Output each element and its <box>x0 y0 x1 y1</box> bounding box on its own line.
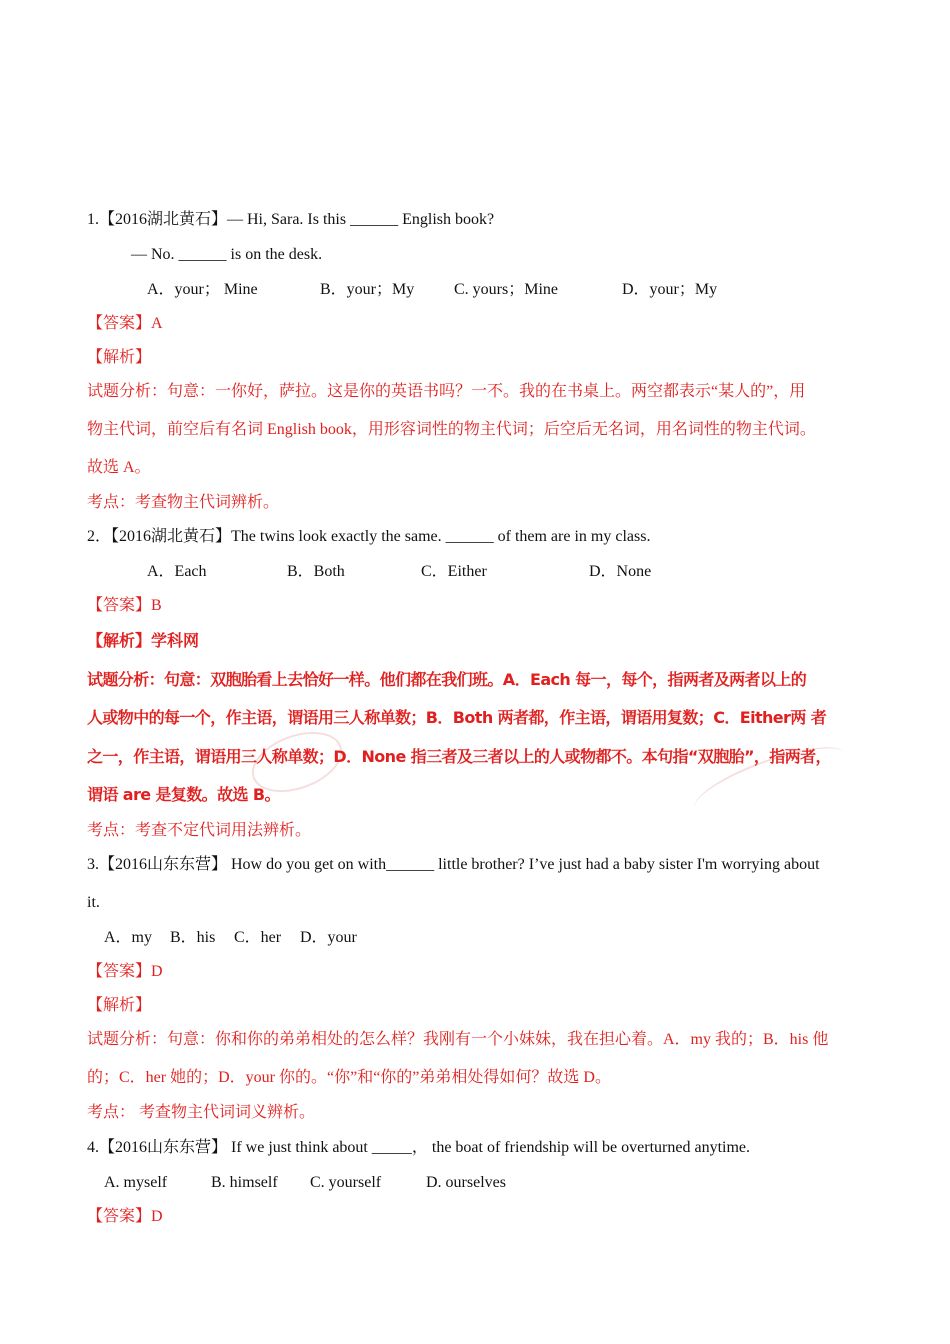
q3-option-c: C．her <box>234 929 282 946</box>
q2-analysis-line-1: 试题分析：句意：双胞胎看上去恰好一样。他们都在我们班。A．Each 每一，每个，指两者及两者以上的 <box>87 670 807 689</box>
q1-option-b: B．your；My <box>320 281 415 298</box>
q2-analysis-line-4: 谓语 are 是复数。故选 B。 <box>87 785 280 804</box>
q2-option-d: D．None <box>589 563 652 580</box>
q3-stem-continued: it. <box>87 894 100 911</box>
q2-analysis-line-3: 之一，作主语，谓语用三人称单数；D．None 指三者及三者以上的人或物都不。本句指“双胞胎”，指两者， <box>87 747 831 766</box>
q3-analysis-line-2: 的；C．her 她的；D．your 你的。“你”和“你的”弟弟相处得如何？故选 D。 <box>87 1069 611 1086</box>
q2-analysis-label: 【解析】学科网 <box>87 631 200 650</box>
q3-option-a: A．my <box>104 929 153 946</box>
q2-answer: 【答案】B <box>87 597 162 614</box>
q1-stem-reply: — No. ______ is on the desk. <box>131 246 323 263</box>
q1-analysis-label: 【解析】 <box>87 349 152 366</box>
q1-stem: 1.【2016湖北黄石】— Hi, Sara. Is this ______ English book? <box>87 211 495 228</box>
q3-analysis-label: 【解析】 <box>87 997 152 1014</box>
q2-stem: 2．【2016湖北黄石】The twins look exactly the same. ______ of them are in my class. <box>87 528 651 545</box>
q4-option-b: B. himself <box>211 1174 278 1191</box>
q4-option-c: C. yourself <box>310 1174 382 1191</box>
q3-analysis-line-1: 试题分析：句意：你和你的弟弟相处的怎么样？我刚有一个小妹妹，我在担心着。A．my 我的；B．his 他 <box>87 1031 829 1048</box>
q1-analysis-line-2: 物主代词，前空后有名词 English book，用形容词性的物主代词；后空后无名词，用名词性的物主代词。 <box>87 421 816 438</box>
q3-option-b: B．his <box>170 929 216 946</box>
q1-analysis-line-1: 试题分析：句意：一你好，萨拉。这是你的英语书吗？一不。我的在书桌上。两空都表示“某人的”，用 <box>87 383 806 400</box>
q4-option-a: A. myself <box>104 1174 168 1191</box>
q1-answer: 【答案】A <box>87 315 163 332</box>
q2-option-c: C．Either <box>421 563 487 580</box>
q1-analysis-line-3: 故选 A。 <box>87 459 151 476</box>
q3-point: 考点： 考查物主代词词义辨析。 <box>87 1104 316 1121</box>
q4-option-d: D. ourselves <box>426 1174 506 1191</box>
q1-option-a: A．your； Mine <box>147 281 258 298</box>
q3-answer: 【答案】D <box>87 963 163 980</box>
q1-option-d: D．your；My <box>622 281 718 298</box>
q2-option-a: A．Each <box>147 563 207 580</box>
q3-stem: 3.【2016山东东营】 How do you get on with______ little brother? I’ve just had a baby sister I'm worrying about <box>87 856 820 873</box>
q2-point: 考点：考查不定代词用法辨析。 <box>87 822 312 839</box>
q1-point: 考点：考查物主代词辨析。 <box>87 494 280 511</box>
q2-analysis-line-2: 人或物中的每一个，作主语，谓语用三人称单数；B．Both 两者都，作主语，谓语用复数；C．Either两 者 <box>87 708 827 727</box>
q1-option-c: C. yours；Mine <box>454 281 559 298</box>
q4-answer: 【答案】D <box>87 1208 163 1225</box>
q4-stem: 4.【2016山东东营】 If we just think about _____， the boat of friendship will be overturned anytime. <box>87 1139 751 1156</box>
q2-option-b: B．Both <box>287 563 345 580</box>
q3-option-d: D．your <box>300 929 357 946</box>
